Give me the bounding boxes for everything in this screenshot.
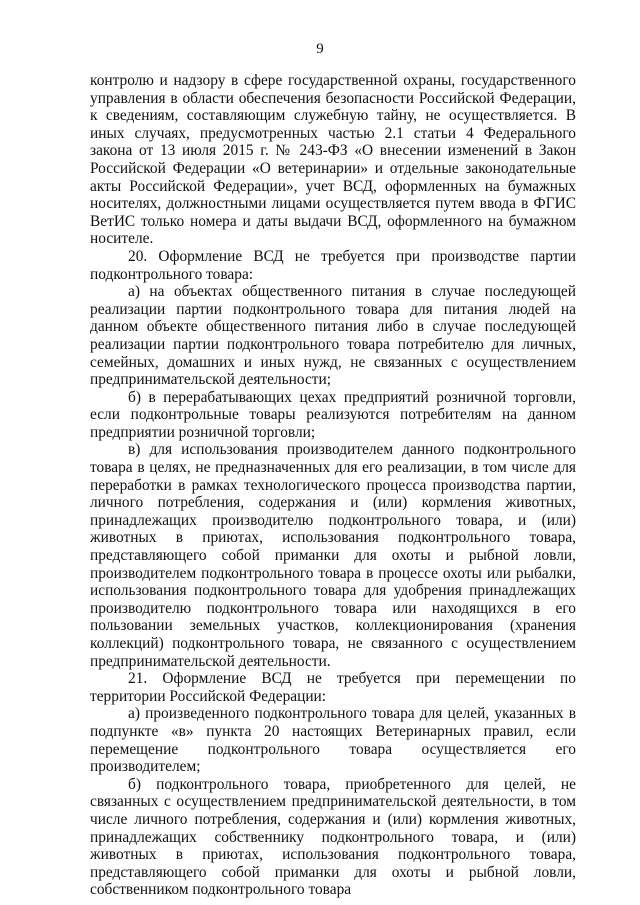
paragraph-clause-21-a: а) произведенного подконтрольного товара для целей, указанных в подпункте «в» пункта 20 настоящих Ветеринарных правил, если перемещение подконтрольного товара осуществляется его производителем; (90, 705, 576, 776)
document-body (90, 72, 576, 899)
page-number: 9 (316, 41, 324, 57)
paragraph-clause-20: 20. Оформление ВСД не требуется при производстве партии подконтрольного товара: (90, 247, 576, 283)
paragraph-continuation: контролю и надзору в сфере государственной охраны, государственного управления в области обеспечения безопасности Российской Федерации, к сведениям, составляющим служебную тайну, не осуществляется. В иных случаях, предусмотренных частью 2.1 статьи 4 Федерального закона от 13 июля 2015 г. № 243-ФЗ «О внесении изменений в Закон Российской Федерации «О ветеринарии» и отдельные законодательные акты Российской Федерации», учет ВСД, оформленных на бумажных носителях, должностными лицами осуществляется путем ввода в ФГИС ВетИС только номера и даты выдачи ВСД, оформленного на бумажном носителе. (90, 72, 576, 248)
paragraph-clause-21-b: б) подконтрольного товара, приобретенного для целей, не связанных с осуществлением предпринимательской деятельности, в том числе личного потребления, содержания и (или) кормления животных, принадлежащих собственнику подконтрольного товара, и (или) животных в приютах, использования подконтрольного товара, представляющего собой приманки для охоты и рыбной ловли, собственником подконтрольного товара (90, 775, 576, 899)
paragraph-clause-20-v: в) для использования производителем данного подконтрольного товара в целях, не предназначенных для его реализации, в том числе для переработки в рамках технологического процесса производства партии, личного потребления, содержания и (или) кормления животных, принадлежащих производителю подконтрольного товара, и (или) животных в приютах, использования подконтрольного товара, представляющего собой приманки для охоты и рыбной ловли, производителем подконтрольного товара в процессе охоты или рыбалки, использования подконтрольного товара для удобрения принадлежащих производителю подконтрольного товара или находящихся в его пользовании земельных участков, коллекционирования (хранения коллекций) подконтрольного товара, не связанного с осуществлением предпринимательской деятельности. (90, 441, 576, 670)
paragraph-clause-20-a: а) на объектах общественного питания в случае последующей реализации партии подконтрольного товара для питания людей на данном объекте общественного питания либо в случае последующей реализации партии подконтрольного товара потребителю для личных, семейных, домашних и иных нужд, не связанных с осуществлением предпринимательской деятельности; (90, 283, 576, 389)
paragraph-clause-20-b: б) в перерабатывающих цехах предприятий розничной торговли, если подконтрольные товары реализуются потребителям на данном предприятии розничной торговли; (90, 388, 576, 441)
paragraph-clause-21: 21. Оформление ВСД не требуется при перемещении по территории Российской Федерации: (90, 670, 576, 705)
